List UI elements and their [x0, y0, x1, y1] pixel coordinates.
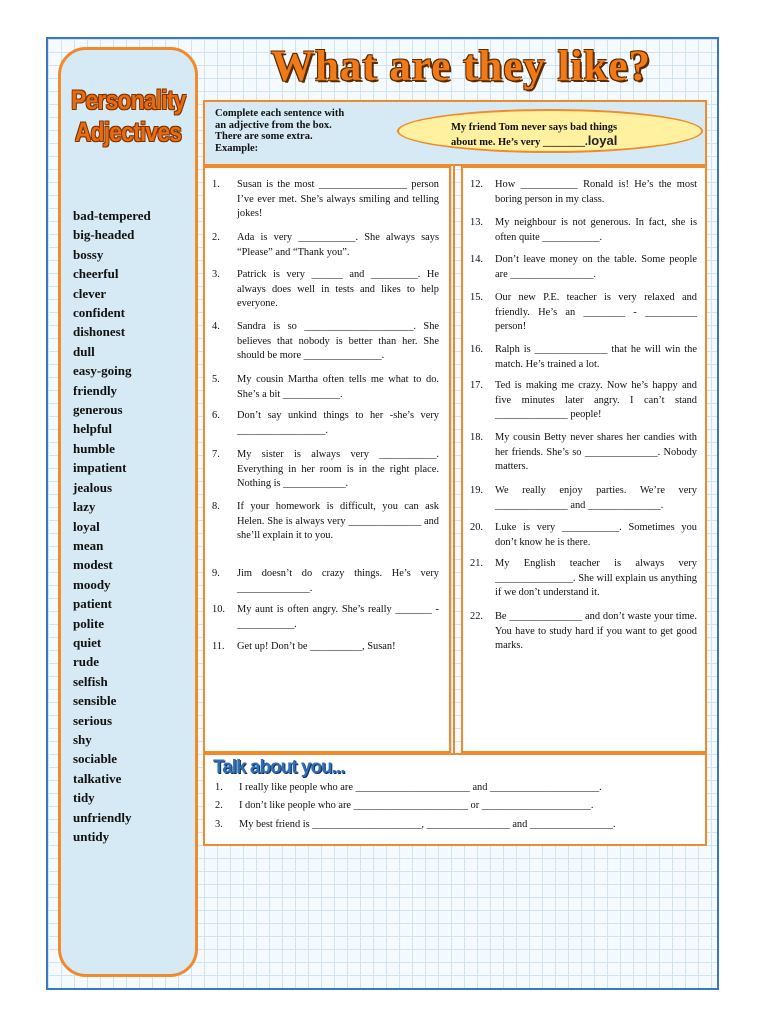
adjective-item: tidy — [73, 790, 95, 806]
sidebar-title — [71, 84, 185, 148]
adjective-item: bossy — [73, 246, 104, 262]
instructions-line: an adjective from the box. — [215, 119, 332, 131]
adjective-item: confident — [73, 305, 125, 321]
exercise-item — [470, 253, 697, 282]
exercise-number: 18. — [470, 432, 483, 443]
exercise-number: 10. — [212, 604, 225, 615]
adjective-sidebar — [58, 47, 198, 977]
exercise-number: 5. — [212, 374, 220, 385]
exercise-item — [212, 178, 439, 222]
adjective-item: serious — [73, 712, 112, 728]
exercise-text: Don’t say unkind things to her -she’s very _________________. — [237, 410, 439, 436]
exercise-item — [212, 500, 439, 544]
exercise-number: 3. — [212, 269, 220, 280]
exercise-number: 2. — [212, 232, 220, 243]
exercise-number: 13. — [470, 217, 483, 228]
instructions-line: Complete each sentence with — [215, 108, 345, 119]
talk-number: 3. — [215, 819, 223, 830]
exercise-text: Sandra is so _____________________. She believes that nobody is better than her. She should be more _______________. — [237, 321, 439, 362]
exercise-number: 22. — [470, 611, 483, 622]
exercise-text: My English teacher is always very _______________. She will explain us anything if we don’t understand it. — [495, 558, 697, 599]
talk-number: 2. — [215, 800, 223, 811]
adjective-item: cheerful — [73, 266, 119, 282]
talk-title: Talk about you... — [213, 757, 345, 778]
adjective-item: untidy — [73, 829, 110, 844]
exercise-text: Jim doesn’t do crazy things. He’s very ______________. — [237, 568, 439, 594]
exercise-text: My cousin Betty never shares her candies with her friends. She’s so ______________. Nobody matters. — [495, 432, 697, 473]
exercise-number: 14. — [470, 254, 483, 265]
talk-item — [215, 781, 602, 795]
talk-number: 1. — [215, 782, 223, 793]
exercise-text: My neighbour is not generous. In fact, she is often quite ___________. — [495, 217, 697, 243]
exercise-number: 16. — [470, 344, 483, 355]
exercise-number: 9. — [212, 568, 220, 579]
exercise-number: 8. — [212, 501, 220, 512]
exercise-item — [470, 610, 697, 654]
exercise-text: Our new P.E. teacher is very relaxed and friendly. He’s an ________ - __________ person! — [495, 292, 697, 333]
exercise-item — [470, 178, 697, 207]
exercise-text: My cousin Martha often tells me what to do. She’s a bit ___________. — [237, 374, 439, 400]
adjective-item: sensible — [73, 693, 117, 709]
exercise-text: Ted is making me crazy. Now he’s happy and five minutes later angry. I can’t stand ______________ people! — [495, 380, 697, 421]
exercise-item — [470, 521, 697, 550]
talk-text: I really like people who are ______________________ and _____________________. — [239, 782, 602, 793]
sidebar-title-line2: Adjectives — [74, 117, 182, 147]
exercise-text: How ___________ Ronald is! He’s the most boring person in my class. — [495, 179, 697, 205]
example-answer: loyal — [587, 133, 618, 148]
adjective-item: rude — [73, 654, 99, 670]
exercise-number: 7. — [212, 449, 220, 460]
exercise-text: Luke is very ___________. Sometimes you don’t know he is there. — [495, 522, 697, 548]
exercise-number: 11. — [212, 641, 225, 652]
exercise-item — [470, 557, 697, 601]
exercise-item — [212, 268, 439, 312]
instructions-line: Example: — [215, 142, 259, 154]
sidebar-title-line1: Personality — [71, 85, 186, 115]
exercise-text: We really enjoy parties. We’re very ______________ and ______________. — [495, 485, 697, 511]
exercise-text: Susan is the most _________________ person I’ve ever met. She’s always smiling and telling jokes! — [237, 179, 439, 220]
talk-text: I don’t like people who are ______________________ or _____________________. — [239, 800, 594, 811]
adjective-item: big-headed — [73, 227, 135, 243]
page-title: What are they like? — [270, 43, 652, 90]
exercise-item — [212, 640, 439, 655]
example-line: My friend Tom never says bad things — [451, 122, 618, 133]
exercise-number: 1. — [212, 179, 220, 190]
exercise-number: 21. — [470, 558, 483, 569]
instructions-line: There are some extra. — [215, 131, 313, 142]
exercise-text: Be ______________ and don’t waste your time. You have to study hard if you want to get good marks. — [495, 611, 697, 652]
example-sentence-end: about me. He’s very ________. — [451, 137, 588, 148]
adjective-item: unfriendly — [73, 809, 132, 825]
exercise-item — [470, 291, 697, 335]
adjective-item: easy-going — [73, 363, 132, 379]
adjective-item: patient — [73, 596, 112, 612]
exercise-text: My sister is always very ___________. Everything in her room is in the right place. Nothing is ____________. — [237, 449, 439, 490]
exercise-text: My aunt is often angry. She’s really _______ -___________. — [237, 604, 439, 630]
exercise-text: Ada is very ___________. She always says “Please” and “Thank you”. — [237, 232, 439, 258]
exercise-number: 6. — [212, 410, 220, 421]
exercise-number: 20. — [470, 522, 483, 533]
adjective-item: moody — [73, 576, 111, 592]
exercise-number: 17. — [470, 380, 483, 391]
talk-text: My best friend is _____________________, ________________ and ________________. — [239, 819, 616, 830]
adjective-item: dull — [73, 343, 95, 359]
exercise-item — [470, 343, 697, 372]
adjective-item: selfish — [73, 673, 108, 689]
adjective-item: impatient — [73, 460, 127, 476]
exercise-item — [212, 409, 439, 438]
exercise-item — [212, 567, 439, 596]
adjective-item: modest — [73, 557, 113, 573]
adjective-item: generous — [73, 402, 123, 418]
adjective-item: clever — [73, 285, 107, 301]
exercise-item — [470, 216, 697, 245]
exercise-item — [212, 448, 439, 492]
example-line — [451, 134, 666, 149]
adjective-item: mean — [73, 537, 104, 553]
adjective-item: polite — [73, 615, 105, 631]
adjective-item: quiet — [73, 634, 102, 650]
adjective-item: talkative — [73, 770, 122, 786]
exercise-text: Ralph is ______________ that he will win the match. He’s trained a lot. — [495, 344, 697, 370]
instructions-box — [203, 100, 707, 166]
adjective-item: bad-tempered — [73, 208, 151, 223]
adjective-list — [73, 206, 151, 846]
exercise-item — [470, 431, 697, 475]
adjective-item: jealous — [73, 479, 112, 495]
adjective-item: shy — [73, 731, 92, 747]
talk-item — [215, 818, 616, 832]
exercise-item — [470, 379, 697, 423]
exercise-item — [470, 484, 697, 513]
exercise-text: Get up! Don’t be __________, Susan! — [237, 641, 396, 652]
adjective-item: friendly — [73, 382, 118, 398]
exercise-item — [212, 320, 439, 364]
exercise-text: Patrick is very ______ and _________. He always does well in tests and likes to help everyone. — [237, 269, 439, 310]
talk-about-you-box — [203, 753, 707, 846]
exercise-item — [212, 231, 439, 260]
adjective-item: loyal — [73, 518, 100, 534]
adjective-item: sociable — [73, 751, 118, 767]
exercise-text: Don’t leave money on the table. Some people are ________________. — [495, 254, 697, 280]
example-speech-bubble — [397, 109, 703, 153]
exercise-text: If your homework is difficult, you can ask Helen. She is always very ______________ and she’ll explain it to you. — [237, 501, 439, 542]
exercise-number: 15. — [470, 292, 483, 303]
instructions-text — [215, 108, 385, 154]
adjective-item: humble — [73, 440, 115, 456]
exercise-item — [212, 373, 439, 402]
example-text — [451, 121, 666, 149]
exercise-number: 19. — [470, 485, 483, 496]
exercise-item — [212, 603, 439, 632]
adjective-item: dishonest — [73, 324, 126, 340]
adjective-item: helpful — [73, 421, 113, 437]
column-divider — [453, 166, 455, 753]
exercise-number: 4. — [212, 321, 220, 332]
exercise-number: 12. — [470, 179, 483, 190]
talk-item — [215, 799, 594, 813]
adjective-item: lazy — [73, 499, 96, 515]
